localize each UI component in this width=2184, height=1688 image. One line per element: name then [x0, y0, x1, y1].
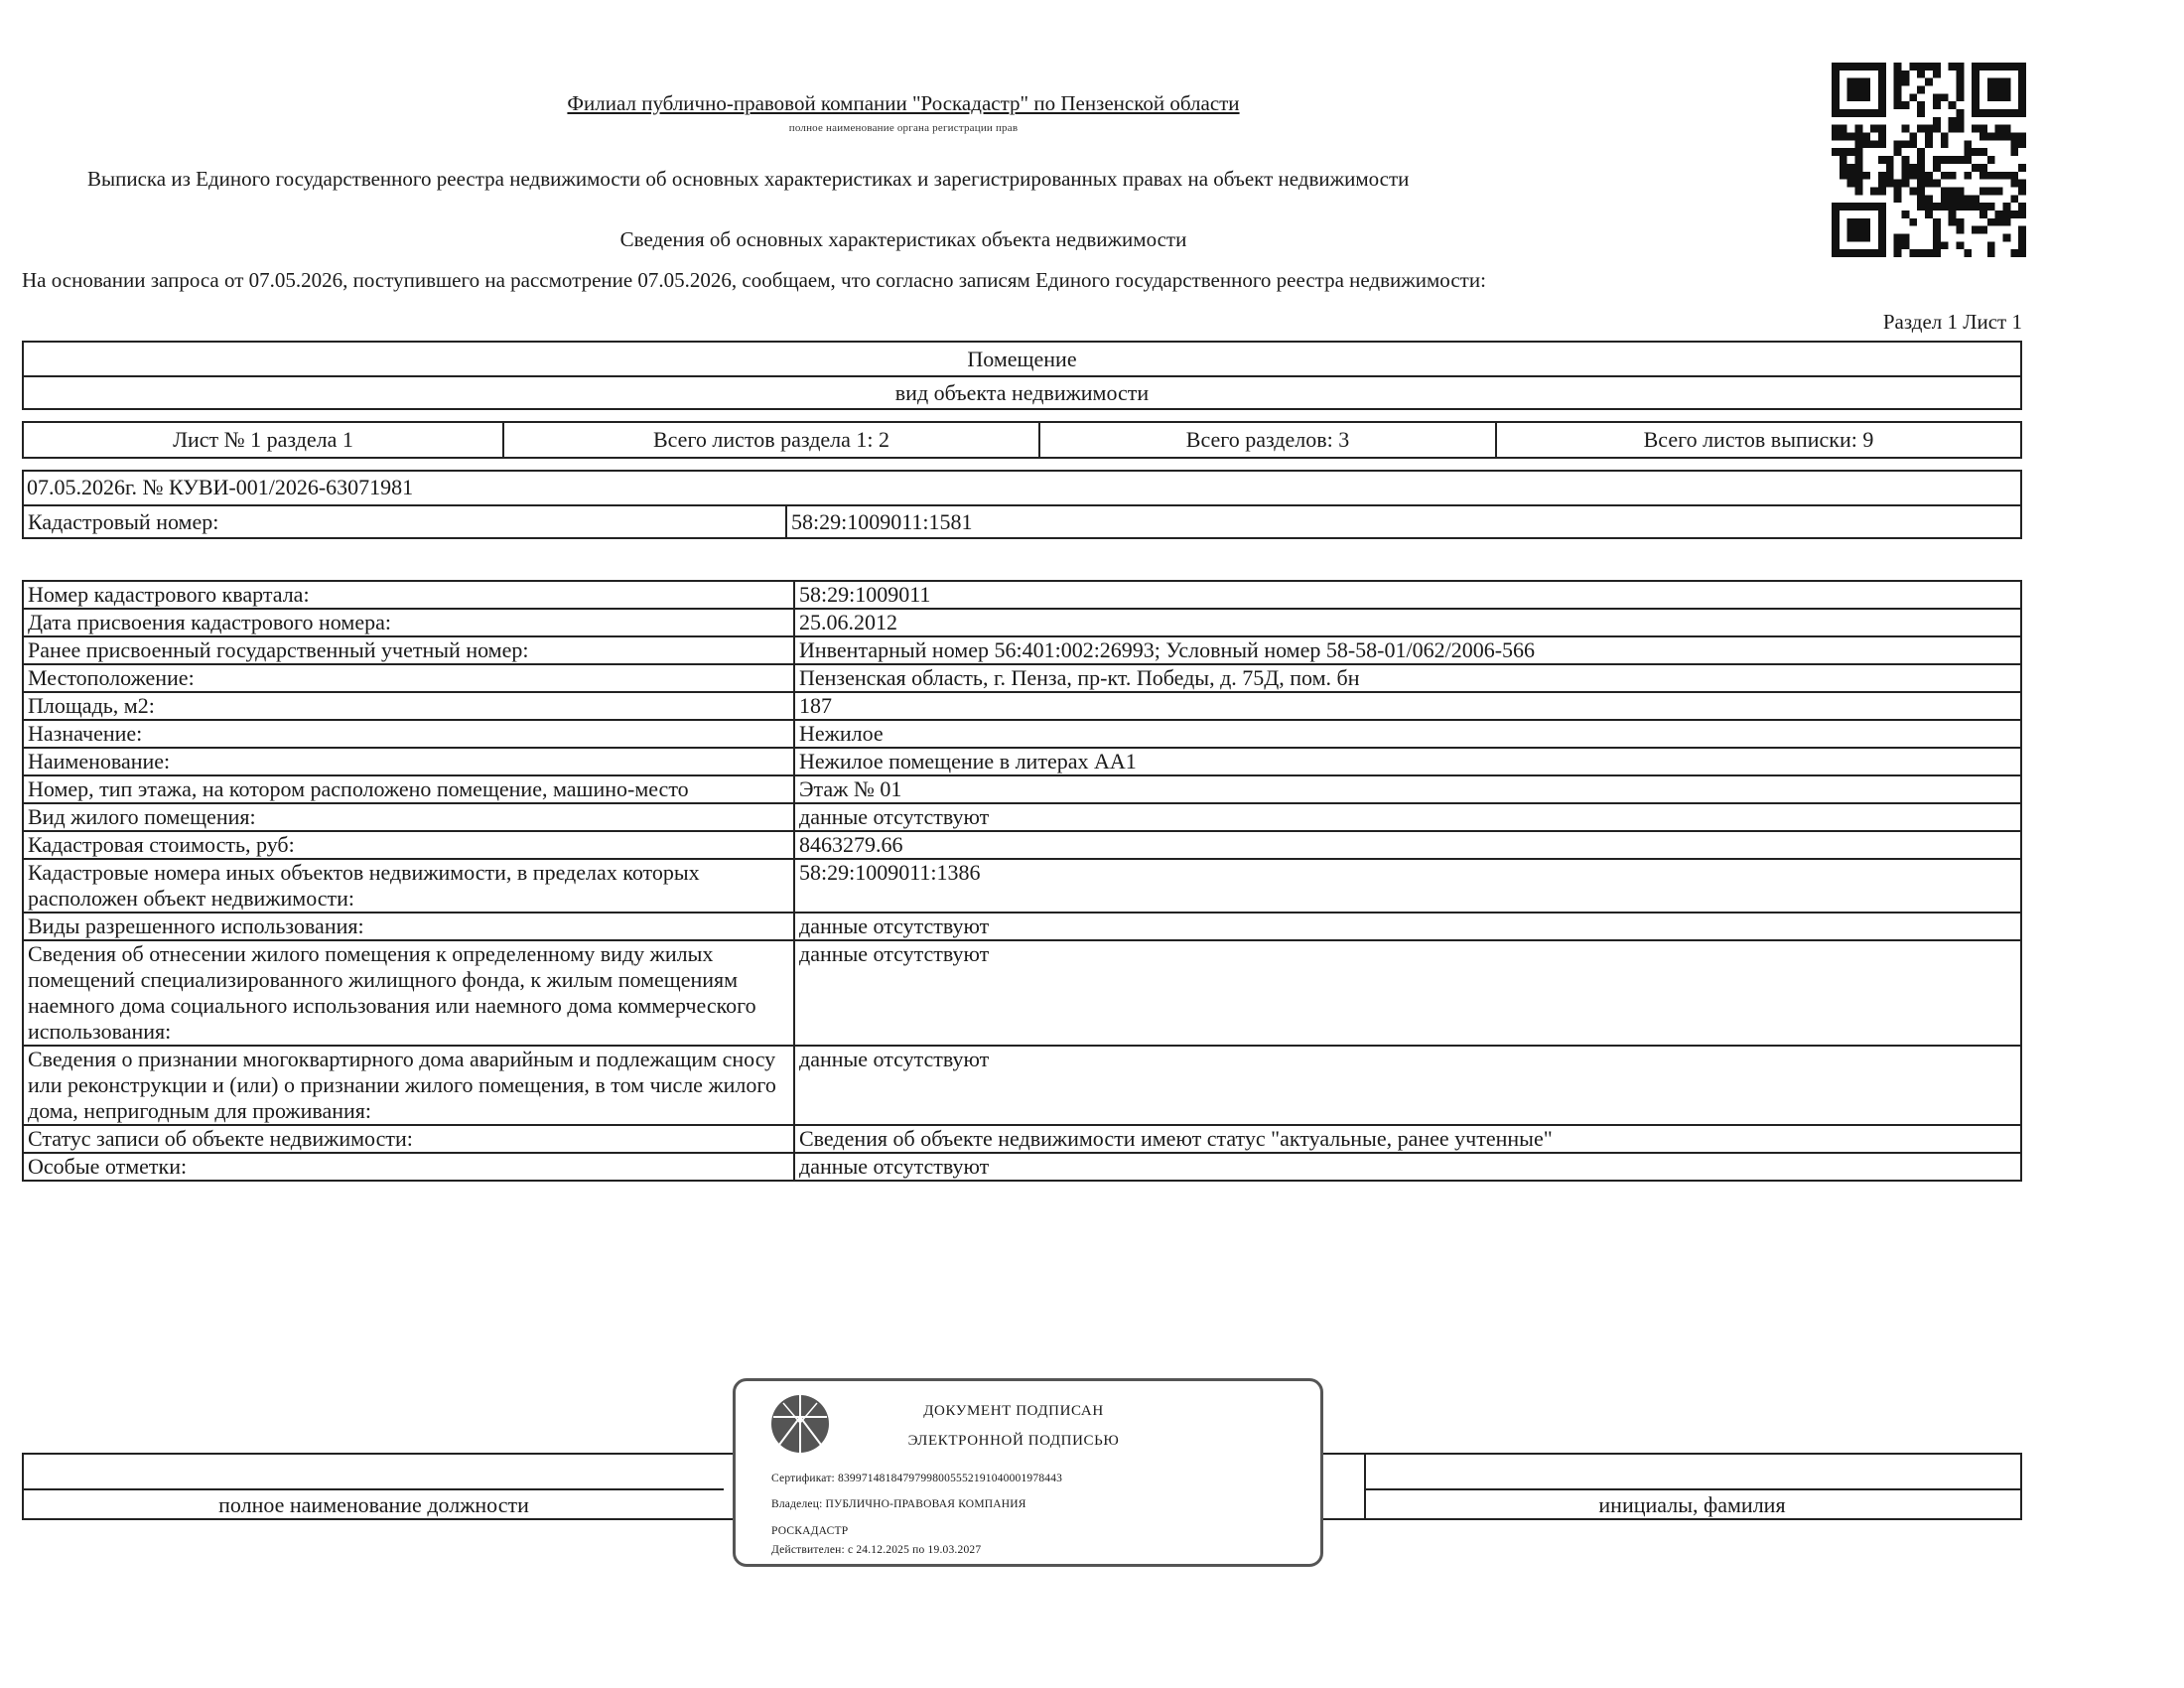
row-value: Нежилое — [794, 720, 2021, 748]
table-row — [23, 664, 2021, 692]
row-label: Статус записи об объекте недвижимости: — [23, 1125, 794, 1153]
row-value: Нежилое помещение в литерах АА1 — [794, 748, 2021, 775]
table-row — [23, 1125, 2021, 1153]
total-sheets: Всего листов выписки: 9 — [1495, 423, 2020, 457]
characteristics-table — [22, 580, 2022, 1182]
cadastral-number-label: Кадастровый номер: — [28, 509, 219, 534]
total-sheets-section: Всего листов раздела 1: 2 — [502, 423, 1038, 457]
table-row — [23, 581, 2021, 609]
row-label: Наименование: — [23, 748, 794, 775]
emblem-icon — [769, 1393, 831, 1455]
row-value: данные отсутствуют — [794, 1046, 2021, 1125]
stamp-line1: ДОКУМЕНТ ПОДПИСАН — [923, 1403, 1104, 1419]
request-text: На основании запроса от 07.05.2026, поступившего на рассмотрение 07.05.2026, сообщаем, что согласно записям Единого государственного реестра недвижимости: — [22, 268, 1486, 292]
row-label: Номер кадастрового квартала: — [23, 581, 794, 609]
total-sections: Всего разделов: 3 — [1038, 423, 1495, 457]
org-name: Филиал публично-правовой компании "Роскадастр" по Пензенской области — [567, 91, 1240, 115]
row-label: Кадастровая стоимость, руб: — [23, 831, 794, 859]
row-label: Особые отметки: — [23, 1153, 794, 1181]
qr-code-icon — [1832, 62, 2026, 258]
table-row — [23, 609, 2021, 636]
table-row — [23, 831, 2021, 859]
row-label: Сведения об отнесении жилого помещения к определенному виду жилых помещений специализированного жилищного фонда, к жилым помещениям наемного дома социального использования или наемного дома коммерческого использования: — [23, 940, 794, 1046]
row-value: Пензенская область, г. Пенза, пр-кт. Победы, д. 75Д, пом. бн — [794, 664, 2021, 692]
table-row — [23, 1153, 2021, 1181]
name-caption: инициалы, фамилия — [1364, 1488, 2020, 1518]
sheet-number: Лист № 1 раздела 1 — [173, 427, 353, 452]
stamp-owner-line1: Владелец: ПУБЛИЧНО-ПРАВОВАЯ КОМПАНИЯ — [771, 1498, 1026, 1510]
section-title: Сведения об основных характеристиках объекта недвижимости — [619, 227, 1187, 251]
row-value: данные отсутствуют — [794, 1153, 2021, 1181]
row-value: данные отсутствуют — [794, 913, 2021, 940]
row-label: Ранее присвоенный государственный учетный номер: — [23, 636, 794, 664]
cadastral-number-value: 58:29:1009011:1581 — [785, 506, 2020, 537]
row-label: Назначение: — [23, 720, 794, 748]
stamp-certificate: Сертификат: 83997148184797998005552191040001978443 — [771, 1473, 1063, 1484]
sheet-reference: Раздел 1 Лист 1 — [1882, 310, 2022, 334]
object-kind: Помещение — [967, 347, 1077, 371]
table-row — [23, 636, 2021, 664]
row-label: Дата присвоения кадастрового номера: — [23, 609, 794, 636]
extract-title: Выписка из Единого государственного реестра недвижимости об основных характеристиках и зарегистрированных правах на объект недвижимости — [87, 167, 1410, 191]
row-label: Площадь, м2: — [23, 692, 794, 720]
row-label: Вид жилого помещения: — [23, 803, 794, 831]
stamp-owner-line2: РОСКАДАСТР — [771, 1525, 849, 1537]
stamp-line2: ЭЛЕКТРОННОЙ ПОДПИСЬЮ — [907, 1433, 1120, 1449]
row-label: Номер, тип этажа, на котором расположено помещение, машино-место — [23, 775, 794, 803]
row-value: 58:29:1009011:1386 — [794, 859, 2021, 913]
stamp-validity: Действителен: с 24.12.2025 по 19.03.2027 — [771, 1544, 982, 1556]
org-caption: полное наименование органа регистрации прав — [788, 122, 1019, 134]
identification-box — [22, 470, 2022, 539]
table-row — [23, 748, 2021, 775]
row-value: 8463279.66 — [794, 831, 2021, 859]
row-value: 187 — [794, 692, 2021, 720]
table-row — [23, 775, 2021, 803]
table-row — [23, 940, 2021, 1046]
object-kind-caption: вид объекта недвижимости — [24, 375, 2020, 408]
table-row — [23, 692, 2021, 720]
table-row — [23, 913, 2021, 940]
electronic-signature-stamp — [733, 1378, 1323, 1567]
document-number: 07.05.2026г. № КУВИ-001/2026-63071981 — [27, 475, 414, 499]
row-label: Сведения о признании многоквартирного дома аварийным и подлежащим сносу или реконструкции и (или) о признании жилого помещения, в том числе жилого дома, непригодным для проживания: — [23, 1046, 794, 1125]
row-value: данные отсутствуют — [794, 940, 2021, 1046]
row-value: Инвентарный номер 56:401:002:26993; Условный номер 58-58-01/062/2006-566 — [794, 636, 2021, 664]
row-value: Этаж № 01 — [794, 775, 2021, 803]
row-value: Сведения об объекте недвижимости имеют статус "актуальные, ранее учтенные" — [794, 1125, 2021, 1153]
sheets-box — [22, 421, 2022, 459]
row-label: Местоположение: — [23, 664, 794, 692]
table-row — [23, 1046, 2021, 1125]
row-value: 25.06.2012 — [794, 609, 2021, 636]
table-row — [23, 859, 2021, 913]
position-caption: полное наименование должности — [24, 1488, 724, 1518]
row-label: Виды разрешенного использования: — [23, 913, 794, 940]
object-kind-box — [22, 341, 2022, 410]
row-value: 58:29:1009011 — [794, 581, 2021, 609]
row-label: Кадастровые номера иных объектов недвижимости, в пределах которых расположен объект недвижимости: — [23, 859, 794, 913]
table-row — [23, 720, 2021, 748]
row-value: данные отсутствуют — [794, 803, 2021, 831]
table-row — [23, 803, 2021, 831]
